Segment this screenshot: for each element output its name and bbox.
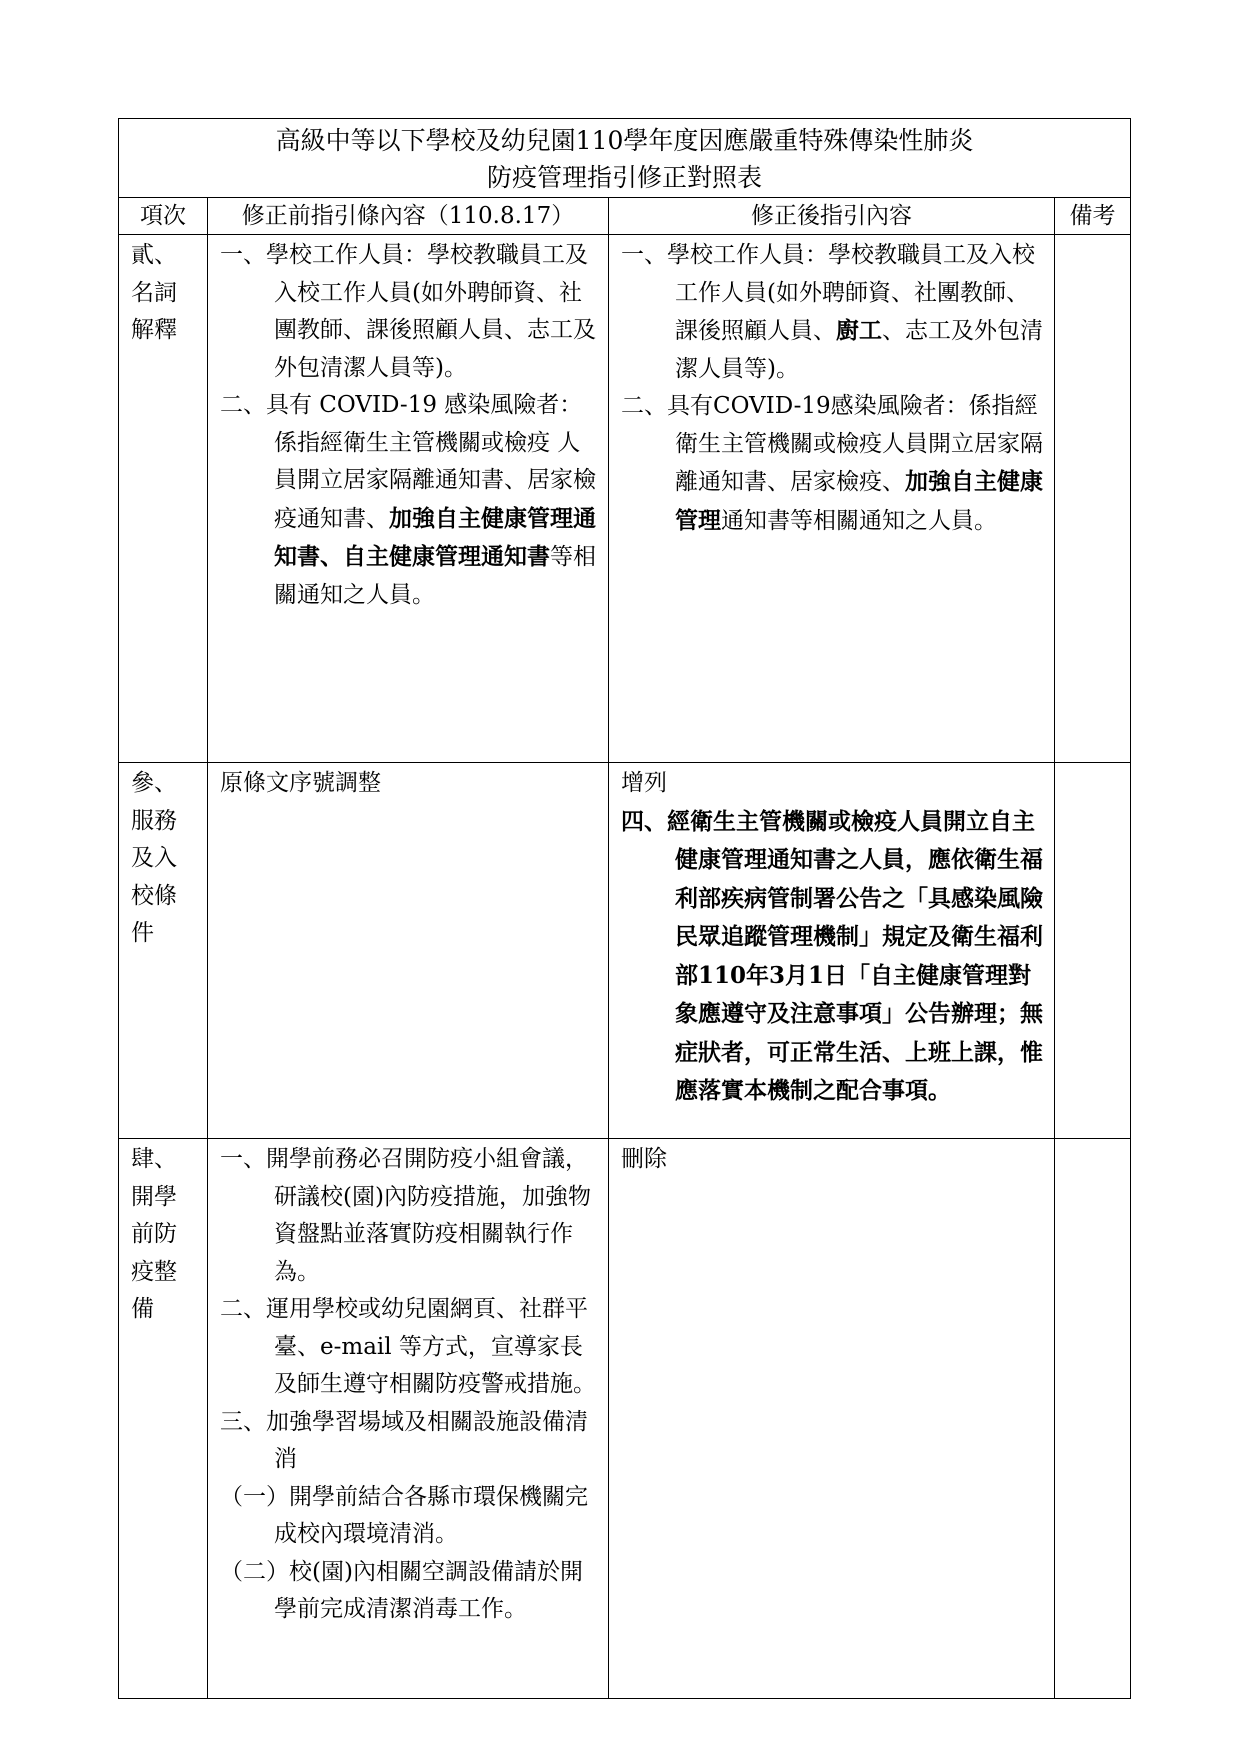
clause-paragraph bbox=[220, 1291, 602, 1404]
clause-paragraph bbox=[621, 237, 1048, 388]
bold-text-segment: 廚工 bbox=[836, 317, 882, 344]
text-segment: 刪除 bbox=[621, 1146, 667, 1172]
clause-paragraph bbox=[220, 765, 602, 803]
before-cell bbox=[208, 235, 609, 763]
table-row bbox=[119, 235, 1131, 763]
clause-paragraph bbox=[220, 1404, 602, 1479]
item-label-line: 件 bbox=[131, 920, 154, 946]
item-cell bbox=[119, 763, 208, 1139]
text-segment: 增列 bbox=[621, 770, 667, 796]
item-label-line: 前防 bbox=[131, 1221, 177, 1247]
before-cell bbox=[208, 1139, 609, 1699]
item-cell bbox=[119, 235, 208, 763]
note-cell bbox=[1055, 763, 1131, 1139]
clause-paragraph bbox=[220, 1479, 602, 1554]
text-segment: 二、具有COVID-19感染風險者：係指經衛生主管機關或檢疫人員開立居家隔離通知書、居家檢疫、 bbox=[621, 393, 1043, 495]
text-segment: 三、加強學習場域及相關設施設備清消 bbox=[220, 1408, 588, 1472]
clause-paragraph bbox=[220, 1141, 602, 1291]
text-segment: 二、運用學校或幼兒園網頁、社群平臺、e-mail 等方式，宣導家長及師生遵守相關防疫警戒措施。 bbox=[220, 1296, 596, 1397]
clause-paragraph bbox=[220, 237, 602, 387]
text-segment: 通知書等相關通知之人員。 bbox=[721, 507, 997, 534]
text-segment: 一、學校工作人員：學校教職員工及入校工作人員(如外聘師資、社團教師、課後照顧人員、 bbox=[621, 242, 1035, 344]
after-cell bbox=[609, 763, 1055, 1139]
title-line-2: 防疫管理指引修正對照表 bbox=[487, 163, 763, 192]
bold-text-segment: 加強自主健康管理 bbox=[675, 468, 1043, 534]
text-segment: （二）校(園)內相關空調設備請於開學前完成清潔消毒工作。 bbox=[220, 1558, 583, 1622]
comparison-table bbox=[118, 118, 1131, 1699]
item-label-line: 疫整 bbox=[131, 1258, 177, 1285]
after-cell bbox=[609, 1139, 1055, 1699]
document-title bbox=[119, 119, 1131, 198]
table-header-row bbox=[119, 198, 1131, 235]
clause-paragraph bbox=[220, 387, 602, 614]
clause-paragraph bbox=[621, 1141, 1048, 1179]
item-cell bbox=[119, 1139, 208, 1699]
note-cell bbox=[1055, 1139, 1131, 1699]
title-line-1: 高級中等以下學校及幼兒園110學年度因應嚴重特殊傳染性肺炎 bbox=[275, 126, 974, 155]
text-segment: （一）開學前結合各縣市環保機關完成校內環境清消。 bbox=[220, 1483, 588, 1547]
text-segment: 原條文序號調整 bbox=[220, 770, 381, 796]
clause-paragraph bbox=[621, 388, 1048, 540]
item-label-line: 備 bbox=[131, 1296, 154, 1322]
text-segment: 一、學校工作人員：學校教職員工及入校工作人員(如外聘師資、社團教師、課後照顧人員、志工及外包清潔人員等)。 bbox=[220, 242, 596, 381]
text-segment: 一、開學前務必召開防疫小組會議，研議校(園)內防疫措施，加強物資盤點並落實防疫相關執行作為。 bbox=[220, 1146, 591, 1285]
text-segment: 、志工及外包清潔人員等)。 bbox=[675, 318, 1043, 382]
text-segment: 等相關通知之人員。 bbox=[274, 544, 596, 608]
note-cell bbox=[1055, 235, 1131, 763]
item-label-line: 名詞 bbox=[131, 279, 177, 306]
item-label-line: 肆、 bbox=[131, 1146, 177, 1172]
bold-text-segment: 加強自主健康管理通知書、自主健康管理通知書 bbox=[274, 504, 596, 570]
item-label-line: 及入 bbox=[131, 845, 177, 871]
text-segment: 二、具有 COVID-19 感染風險者：係指經衛生主管機關或檢疫 人員開立居家隔離通知書、居家檢疫通知書、 bbox=[220, 392, 596, 532]
after-cell bbox=[609, 235, 1055, 763]
item-label-line: 貳、 bbox=[131, 242, 177, 268]
clause-paragraph bbox=[621, 765, 1048, 803]
item-label-line: 參、 bbox=[131, 770, 177, 796]
item-label-line: 服務 bbox=[131, 807, 177, 834]
bold-text-segment: 四、經衛生主管機關或檢疫人員開立自主健康管理通知書之人員，應依衛生福利部疾病管制署公告之「具感染風險民眾追蹤管理機制」規定及衛生福利部110年3月1日「自主健康管理對象應遵守及注意事項」公告辦理；無症狀者，可正常生活、上班上課，惟應落實本機制之配合事項。 bbox=[621, 807, 1043, 1104]
comparison-document bbox=[118, 118, 1130, 1699]
item-label-line: 解釋 bbox=[131, 317, 177, 343]
clause-paragraph bbox=[220, 1554, 602, 1629]
table-row bbox=[119, 1139, 1131, 1699]
before-cell bbox=[208, 763, 609, 1139]
header-item-no: 項次 bbox=[119, 198, 208, 235]
header-after: 修正後指引內容 bbox=[609, 198, 1055, 235]
header-before: 修正前指引條內容（110.8.17） bbox=[208, 198, 609, 235]
table-row bbox=[119, 763, 1131, 1139]
clause-paragraph bbox=[621, 803, 1048, 1111]
item-label-line: 校條 bbox=[131, 882, 177, 909]
header-note: 備考 bbox=[1055, 198, 1131, 235]
item-label-line: 開學 bbox=[131, 1183, 177, 1210]
